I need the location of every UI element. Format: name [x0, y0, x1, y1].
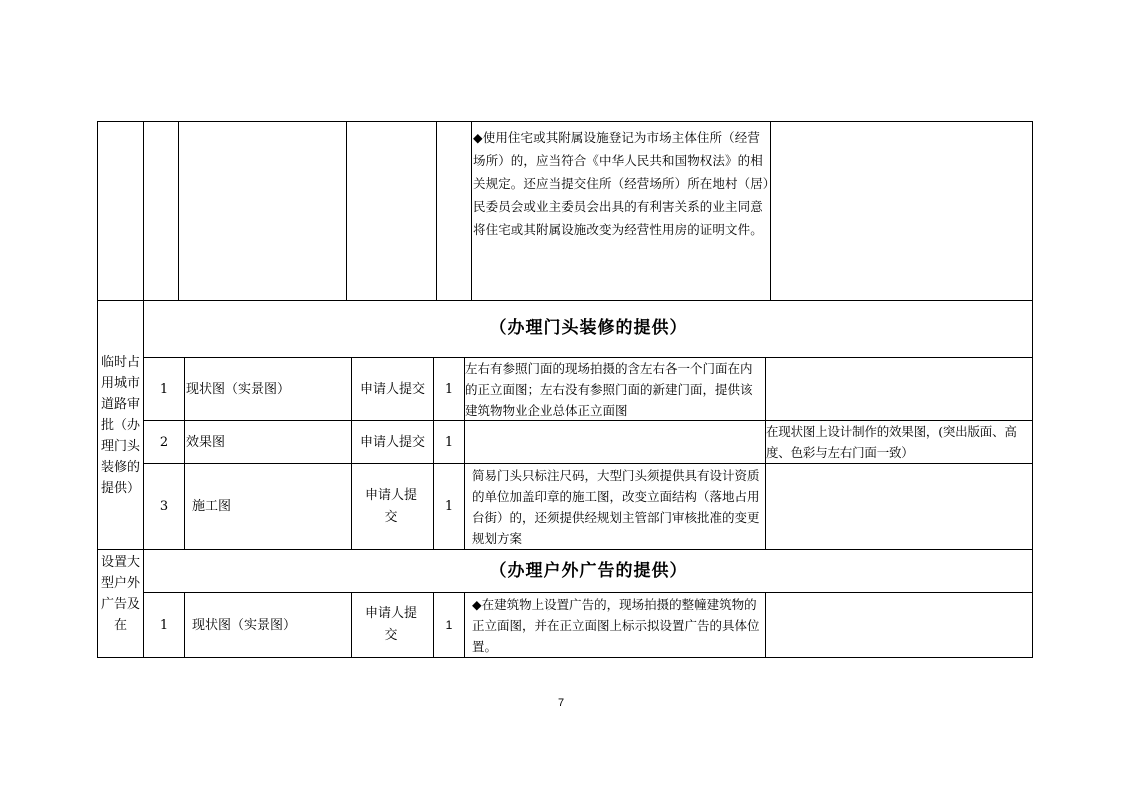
page-number: 7	[557, 697, 565, 709]
copies: 1	[445, 617, 453, 632]
material-description: ◆在建筑物上设置广告的，现场拍摄的整幢建筑物的正立面图，并在正立面图上标示拟设置广告的具体位置。	[472, 596, 760, 654]
material-note: 在现状图上设计制作的效果图，(突出版面、高度、色彩与左右门面一致）	[766, 424, 1017, 460]
material-name: 现状图（实景图）	[186, 381, 291, 397]
material-note	[766, 358, 1033, 420]
material-description: 左右有参照门面的现场拍摄的含左右各一个门面在内的正立面图；左右没有参照门面的新建门面，提供该建筑物物业企业总体正立面图	[465, 360, 753, 418]
section-heading: （办理户外广告的提供）	[489, 560, 688, 581]
category-label: 设置大型户外广告及在	[100, 555, 140, 633]
section-heading: （办理门头装修的提供）	[489, 318, 688, 338]
material-name: 现状图（实景图）	[192, 617, 297, 633]
column-divider	[346, 122, 347, 300]
copies: 1	[444, 381, 454, 397]
material-name: 效果图	[186, 434, 226, 450]
material-source: 申请人提交	[359, 434, 425, 450]
row-number: 3	[159, 499, 169, 514]
column-divider	[436, 122, 437, 300]
row-number: 1	[159, 381, 169, 397]
table-row-continued	[97, 121, 1033, 301]
column-divider	[143, 122, 144, 300]
material-source: 申请人提交	[364, 487, 417, 525]
material-description: 简易门头只标注尺码，大型门头须提供具有设计资质的单位加盖印章的施工图，改变立面结构（落地占用台街）的，还须提供经规划主管部门审核批准的变更规划方案	[472, 467, 760, 546]
row-number: 2	[159, 434, 169, 450]
column-divider	[184, 357, 185, 549]
material-description	[465, 421, 765, 463]
column-divider	[184, 592, 185, 657]
copies: 1	[444, 434, 454, 450]
column-divider	[351, 592, 352, 657]
requirement-note: ◆使用住宅或其附属设施登记为市场主体住所（经营场所）的，应当符合《中华人民共和国物权法》的相关规定。还应当提交住所（经营场所）所在地村（居）民委员会或业主委员会出具的有利害关系的业主同意将住宅或其附属设施改变为经营性用房的证明文件。	[473, 130, 770, 237]
material-note	[766, 593, 1033, 657]
material-source: 申请人提交	[359, 381, 425, 397]
category-label: 临时占用城市道路审批（办理门头装修的提供）	[100, 354, 140, 496]
column-divider	[178, 122, 179, 300]
material-name: 施工图	[192, 499, 232, 514]
column-divider	[464, 592, 465, 657]
materials-table	[97, 300, 1033, 658]
copies: 1	[444, 499, 454, 514]
material-note	[766, 464, 1033, 549]
row-number: 1	[159, 617, 169, 633]
column-divider	[471, 122, 472, 300]
material-source: 申请人提交	[364, 606, 417, 643]
